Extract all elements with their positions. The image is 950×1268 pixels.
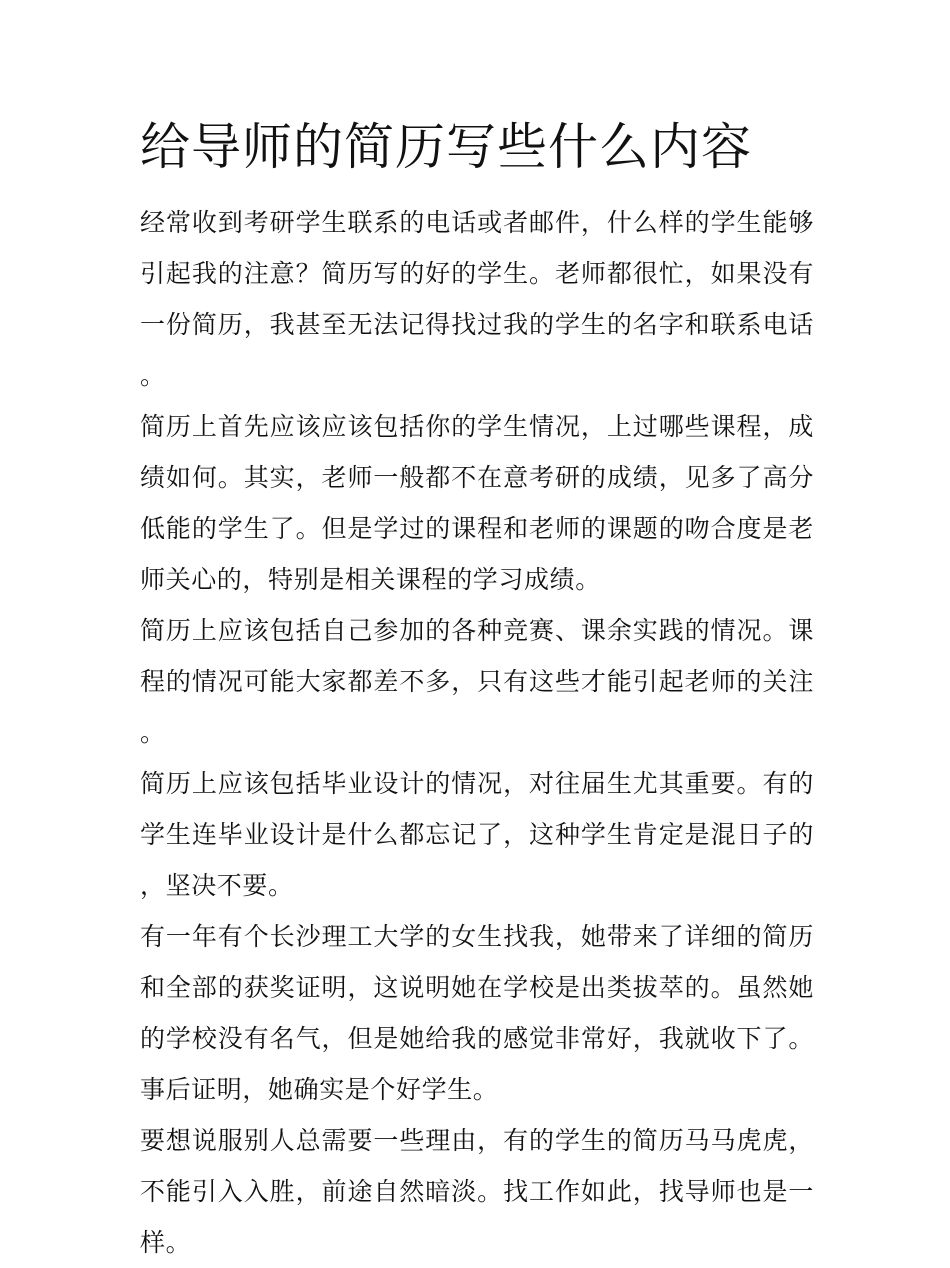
paragraph: 有一年有个长沙理工大学的女生找我，她带来了详细的简历和全部的获奖证明，这说明她在学校是出类拔萃的。虽然她的学校没有名气，但是她给我的感觉非常好，我就收下了。事后证明，她确实是个好学生。 [140, 922, 814, 1104]
paragraph: 简历上应该包括毕业设计的情况，对往届生尤其重要。有的学生连毕业设计是什么都忘记了，这种学生肯定是混日子的，坚决不要。 [140, 769, 814, 900]
document-body [140, 197, 814, 1268]
document-title: 给导师的简历写些什么内容 [140, 118, 752, 176]
paragraph: 要想说服别人总需要一些理由，有的学生的简历马马虎虎，不能引入入胜，前途自然暗淡。找工作如此，找导师也是一样。 [140, 1126, 814, 1257]
paragraph: 简历上应该包括自己参加的各种竞赛、课余实践的情况。课程的情况可能大家都差不多，只有这些才能引起老师的关注。 [140, 616, 814, 747]
paragraph: 简历上首先应该应该包括你的学生情况，上过哪些课程，成绩如何。其实，老师一般都不在意考研的成绩，见多了高分低能的学生了。但是学过的课程和老师的课题的吻合度是老师关心的，特别是相关课程的学习成绩。 [140, 412, 814, 594]
paragraph: 经常收到考研学生联系的电话或者邮件，什么样的学生能够引起我的注意？简历写的好的学生。老师都很忙，如果没有一份简历，我甚至无法记得找过我的学生的名字和联系电话。 [140, 208, 814, 390]
